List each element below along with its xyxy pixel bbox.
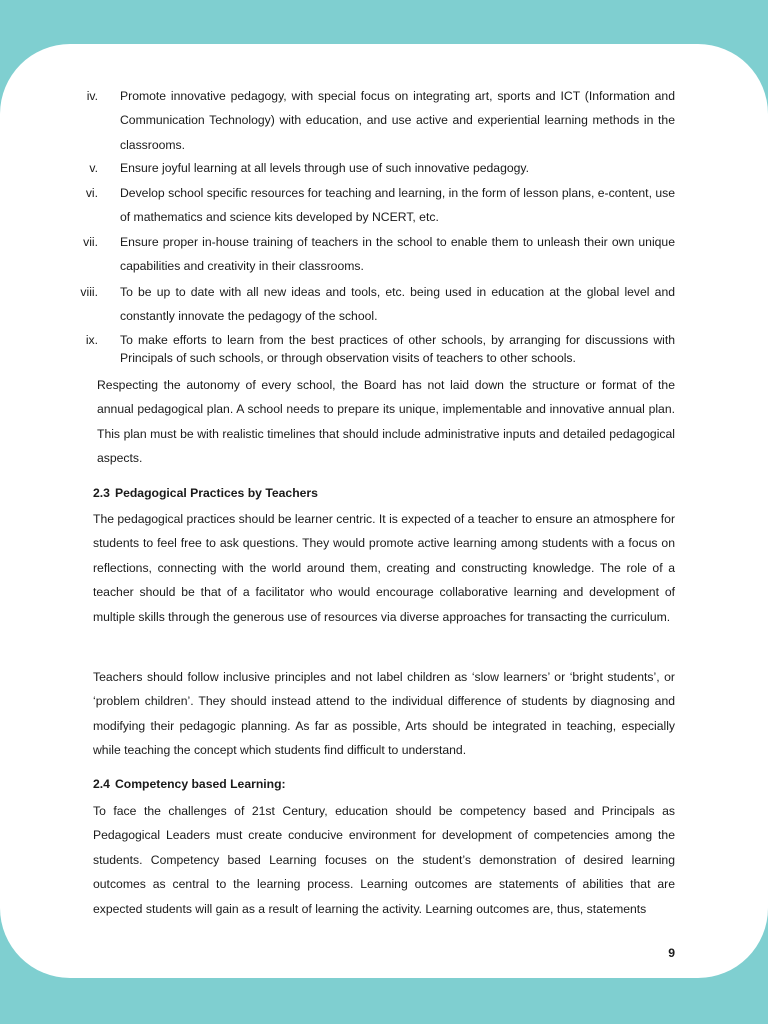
section-title: Competency based Learning: (114, 777, 286, 791)
page-number: 9 (668, 946, 675, 960)
body-paragraph: The pedagogical practices should be learner centric. It is expected of a teacher to ensure an atmosphere for students to feel free to ask questions. They would promote active learning among students with a focus on reflections, connecting with the world around them, creating and constructing knowledge. The role of a teacher should be that of a facilitator who would encourage collaborative learning and development of multiple skills through the generous use of resources via diverse approaches for transacting the curriculum. (93, 512, 675, 624)
list-item-number: ix. (85, 333, 98, 347)
list-item-text: To be up to date with all new ideas and tools, etc. being used in education at the global level and constantly innovate the pedagogy of the school. (120, 285, 675, 324)
list-item-text: Promote innovative pedagogy, with special focus on integrating art, sports and ICT (Information and Communication Technology) with education, and use active and experiential learning methods in the classrooms. (120, 89, 675, 152)
body-paragraph: Teachers should follow inclusive principles and not label children as ‘slow learners’ or ‘bright students’, or ‘problem children’. They should instead attend to the individual difference of students by diagnosing and modifying their pedagogic planning. As far as possible, Arts should be integrated in teaching, especially while teaching the concept which students find difficult to understand. (93, 670, 675, 758)
page-content (0, 44, 768, 978)
list-item-text: Develop school specific resources for teaching and learning, in the form of lesson plans, e-content, use of mathematics and science kits developed by NCERT, etc. (120, 186, 675, 225)
section-heading-2-3 (93, 484, 318, 502)
list-item-number: vii. (83, 235, 98, 249)
body-paragraph: To face the challenges of 21st Century, education should be competency based and Principals as Pedagogical Leaders must create conducive environment for development of competencies among the students. Competency based Learning focuses on the student’s demonstration of desired learning outcomes as central to the learning process. Learning outcomes are statements of abilities that are expected students will gain as a result of learning the activity. Learning outcomes are, thus, statements (93, 804, 675, 916)
document-page (0, 44, 768, 978)
list-item-text: Ensure joyful learning at all levels through use of such innovative pedagogy. (120, 161, 529, 175)
list-item-number: v. (89, 161, 98, 175)
list-item-number: iv. (86, 89, 98, 103)
section-title: Pedagogical Practices by Teachers (114, 486, 318, 500)
list-item-number: vi. (85, 186, 98, 200)
list-item-text: Ensure proper in-house training of teachers in the school to enable them to unleash their own unique capabilities and creativity in their classrooms. (120, 235, 675, 274)
list-item-text: To make efforts to learn from the best practices of other schools, by arranging for discussions with Principals of such schools, or through observation visits of teachers to other schools. (120, 333, 675, 365)
section-number: 2.3 (93, 486, 110, 500)
autonomy-paragraph: Respecting the autonomy of every school, the Board has not laid down the structure or format of the annual pedagogical plan. A school needs to prepare its unique, implementable and innovative annual plan. This plan must be with realistic timelines that should include administrative inputs and detailed pedagogical aspects. (97, 378, 675, 466)
section-number: 2.4 (93, 777, 110, 791)
list-item-number: viii. (80, 285, 98, 299)
section-heading-2-4 (93, 775, 286, 793)
